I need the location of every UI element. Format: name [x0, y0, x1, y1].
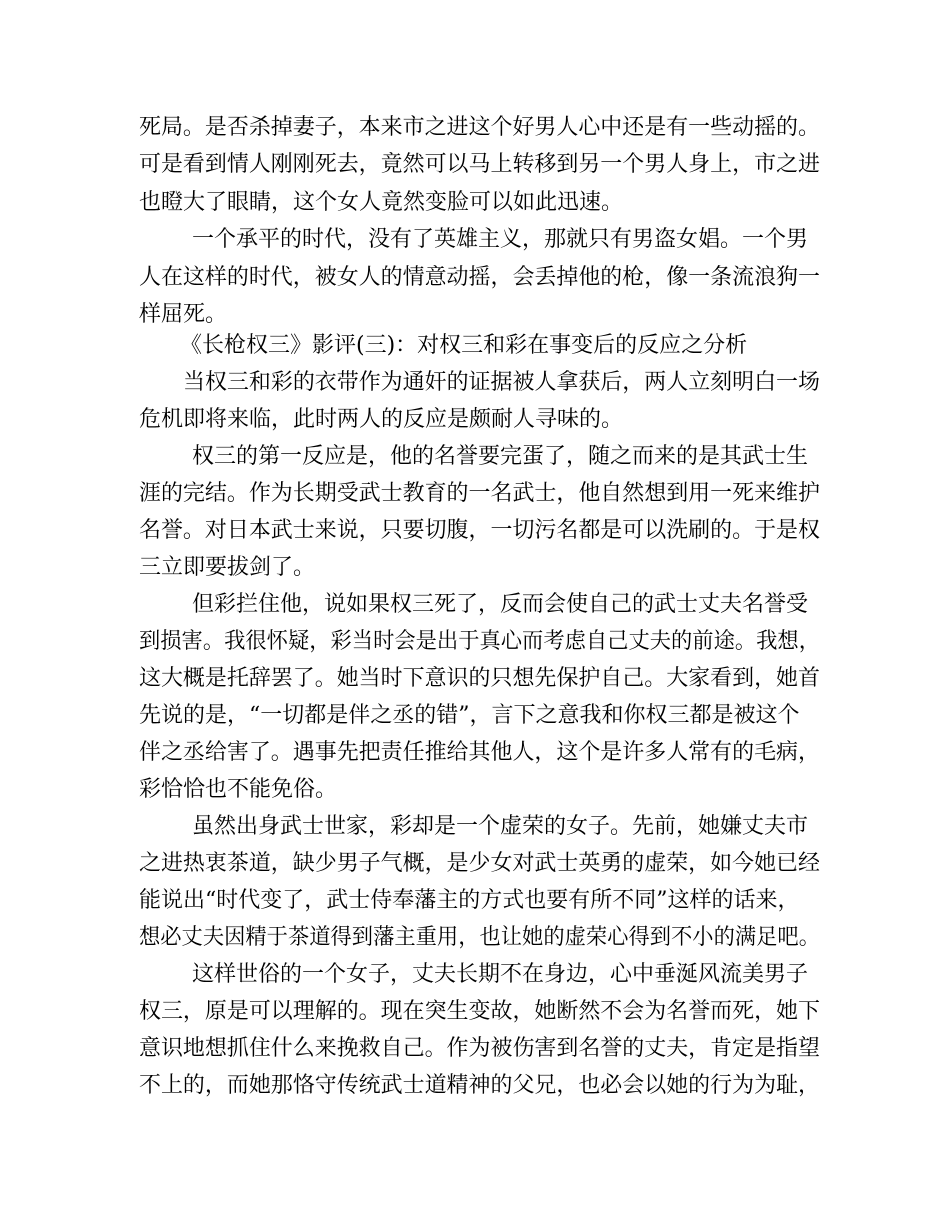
- text-line: 这样世俗的一个女子，丈夫长期不在身边，心中垂涎风流美男子: [192, 962, 809, 987]
- text-line: 虽然出身武士世家，彩却是一个虚荣的女子。先前，她嫌丈夫市: [192, 814, 809, 839]
- text-line: 意识地想抓住什么来挽救自己。作为被伤害到名誉的丈夫，肯定是指望: [139, 1036, 820, 1061]
- text-line: 彩恰恰也不能免俗。: [139, 777, 338, 802]
- text-line: 这大概是托辞罢了。她当时下意识的只想先保护自己。大家看到，她首: [139, 666, 820, 691]
- text-line: 一个承平的时代，没有了英雄主义，那就只有男盗女娼。一个男: [192, 227, 809, 252]
- text-line: 也瞪大了眼睛，这个女人竟然变脸可以如此迅速。: [139, 190, 624, 215]
- text-line: 能说出“时代变了，武士侍奉藩主的方式也要有所不同”这样的话来，: [139, 888, 800, 913]
- text-line: 当权三和彩的衣带作为通奸的证据被人拿获后，两人立刻明白一场: [183, 370, 820, 395]
- text-line: 不上的，而她那恪守传统武士道精神的父兄，也必会以她的行为为耻，: [139, 1073, 820, 1098]
- text-line: 权三，原是可以理解的。现在突生变故，她断然不会为名誉而死，她下: [139, 999, 820, 1024]
- text-line: 但彩拦住他，说如果权三死了，反而会使自己的武士丈夫名誉受: [192, 592, 809, 617]
- section-heading: 《长枪权三》影评(三)：对权三和彩在事变后的反应之分析: [180, 333, 748, 358]
- text-line: 名誉。对日本武士来说，只要切腹，一切污名都是可以洗刷的。于是权: [139, 518, 820, 543]
- text-line: 先说的是，“一切都是伴之丞的错”，言下之意我和你权三都是被这个: [139, 703, 800, 728]
- text-line: 想必丈夫因精于茶道得到藩主重用，也让她的虚荣心得到不小的满足吧。: [139, 925, 820, 950]
- text-line: 可是看到情人刚刚死去，竟然可以马上转移到另一个男人身上，市之进: [139, 152, 820, 177]
- text-line: 涯的完结。作为长期受武士教育的一名武士，他自然想到用一死来维护: [139, 481, 820, 506]
- text-line: 三立即要拔剑了。: [139, 555, 316, 580]
- text-line: 死局。是否杀掉妻子，本来市之进这个好男人心中还是有一些动摇的。: [139, 115, 820, 140]
- text-line: 之进热衷茶道，缺少男子气概，是少女对武士英勇的虚荣，如今她已经: [139, 851, 820, 876]
- text-line: 伴之丞给害了。遇事先把责任推给其他人，这个是许多人常有的毛病，: [139, 740, 820, 765]
- text-line: 样屈死。: [139, 302, 228, 327]
- text-line: 到损害。我很怀疑，彩当时会是出于真心而考虑自己丈夫的前途。我想，: [139, 629, 820, 654]
- text-line: 人在这样的时代，被女人的情意动摇，会丢掉他的枪，像一条流浪狗一: [139, 265, 820, 290]
- text-line: 权三的第一反应是，他的名誉要完蛋了，随之而来的是其武士生: [192, 444, 809, 469]
- text-line: 危机即将来临，此时两人的反应是颇耐人寻味的。: [139, 407, 624, 432]
